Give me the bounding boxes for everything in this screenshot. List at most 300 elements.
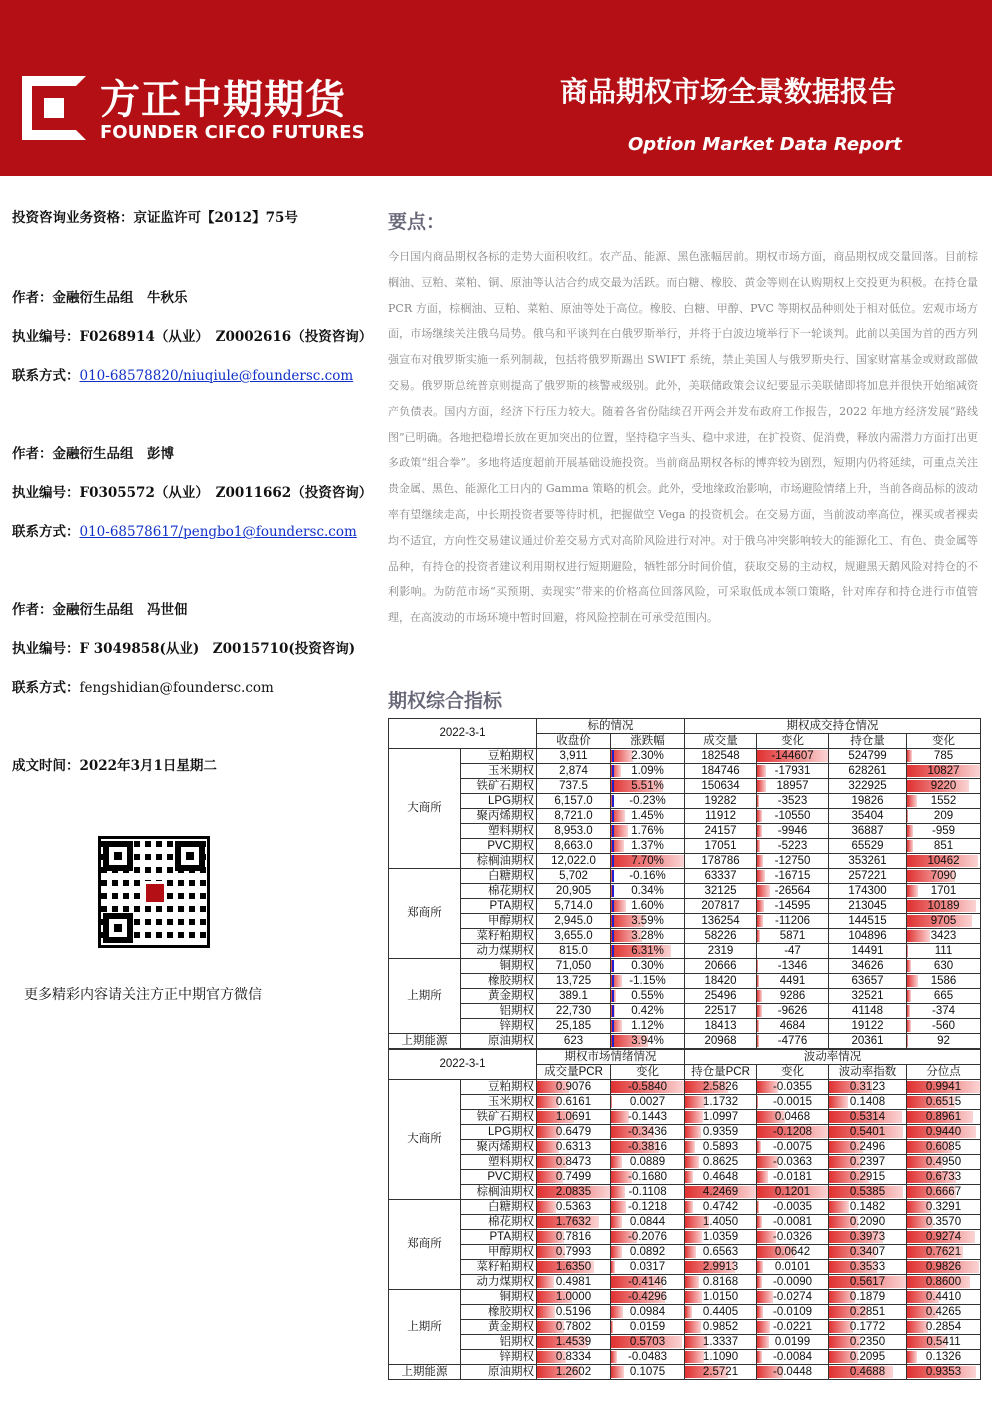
exchange-cell: 郑商所 (389, 1200, 461, 1290)
value-cell (685, 809, 757, 824)
cell-text: 1.76% (631, 824, 664, 837)
author-id: 执业编号：F0305572（从业） Z0011662（投资咨询） (12, 485, 373, 501)
cell-text: 524799 (848, 749, 887, 762)
cell-text: -0.3436 (628, 1125, 668, 1138)
value-cell (829, 1260, 907, 1275)
cell-text: 聚丙烯期权 (476, 809, 535, 822)
cell-text: 0.5196 (555, 1305, 592, 1318)
value-cell (757, 764, 829, 779)
value-cell (757, 1095, 829, 1110)
cell-text: 锌期权 (499, 1350, 535, 1363)
data-bar (829, 1096, 848, 1108)
cell-text: 0.7499 (555, 1170, 592, 1183)
cell-text: PVC期权 (487, 839, 535, 852)
data-bar (685, 1231, 702, 1243)
table-row (389, 959, 981, 974)
data-bar (757, 1216, 762, 1228)
table-row (389, 899, 981, 914)
cell-text: 19826 (851, 794, 884, 807)
cell-text: 0.3407 (849, 1245, 886, 1258)
cell-text: 1.0359 (702, 1230, 739, 1243)
value-cell (537, 899, 611, 914)
data-bar (685, 1096, 705, 1108)
value-cell (537, 959, 611, 974)
cell-text: 棉花期权 (488, 1215, 535, 1228)
value-cell (611, 974, 685, 989)
cell-text: 0.6515 (925, 1095, 962, 1108)
author-id: 执业编号：F0268914（从业） Z0002616（投资咨询） (12, 329, 373, 345)
value-cell (757, 1335, 829, 1350)
cell-text: 6.31% (631, 944, 664, 957)
value-cell (907, 1320, 981, 1335)
cell-text: 铝期权 (499, 1335, 535, 1348)
data-bar (685, 1321, 701, 1333)
cell-text: -1.15% (629, 974, 666, 987)
data-bar (907, 945, 908, 957)
cell-text: 136254 (701, 914, 740, 927)
cell-text: 785 (933, 749, 954, 762)
value-cell (537, 1140, 611, 1155)
value-cell (611, 1125, 685, 1140)
value-cell (757, 1305, 829, 1320)
cell-text: 20666 (704, 959, 737, 972)
section-key-points: 要点： (388, 211, 446, 233)
value-cell (757, 1245, 829, 1260)
data-bar (907, 990, 911, 1002)
value-cell (537, 944, 611, 959)
table-row (389, 914, 981, 929)
cell-text: 0.2915 (849, 1170, 886, 1183)
table-group-header: 标的情况 (537, 719, 685, 734)
cell-text: 1.0691 (555, 1110, 592, 1123)
axis-marker (612, 1005, 614, 1017)
data-bar (757, 1336, 769, 1348)
table-row (389, 929, 981, 944)
table-date-header: 2022-3-1 (389, 1050, 537, 1080)
cell-text: -0.2076 (628, 1230, 668, 1243)
value-cell (757, 749, 829, 764)
value-cell (757, 1110, 829, 1125)
table-sentiment-volatility (388, 1049, 981, 1380)
cell-text: 14491 (851, 944, 884, 957)
cell-text: 92 (937, 1034, 950, 1047)
data-bar (757, 900, 764, 912)
axis-marker (612, 795, 614, 807)
option-name-cell (461, 1019, 537, 1034)
contact-email-link[interactable]: 010-68578617/pengbo1@foundersc.com (79, 524, 357, 540)
column-header: 收盘价 (537, 734, 611, 749)
value-cell (685, 1095, 757, 1110)
option-name-cell (461, 1245, 537, 1260)
value-cell (685, 839, 757, 854)
table-row (389, 1245, 981, 1260)
value-cell (829, 1335, 907, 1350)
cell-text: 玉米期权 (488, 764, 535, 777)
option-name-cell (461, 1350, 537, 1365)
value-cell (537, 794, 611, 809)
value-cell (537, 779, 611, 794)
column-header: 涨跌幅 (611, 734, 685, 749)
data-bar (907, 930, 930, 942)
value-cell (537, 1125, 611, 1140)
axis-marker (612, 945, 614, 957)
value-cell (685, 779, 757, 794)
table-row (389, 839, 981, 854)
cell-text: 0.5411 (926, 1335, 961, 1348)
value-cell (611, 779, 685, 794)
value-cell (907, 929, 981, 944)
option-name-cell (461, 854, 537, 869)
value-cell (685, 1320, 757, 1335)
cell-text: 2.9913 (702, 1260, 739, 1273)
option-name-cell (461, 974, 537, 989)
value-cell (537, 1335, 611, 1350)
data-bar (757, 1005, 762, 1017)
option-name-cell (461, 1125, 537, 1140)
data-bar (757, 795, 759, 807)
cell-text: 0.9941 (925, 1080, 962, 1093)
value-cell (537, 1155, 611, 1170)
value-cell (685, 1019, 757, 1034)
cell-text: 2319 (707, 944, 734, 957)
data-bar (611, 1201, 626, 1213)
table-row (389, 869, 981, 884)
option-name-cell (461, 794, 537, 809)
value-cell (537, 869, 611, 884)
cell-text: 0.6563 (702, 1245, 739, 1258)
cell-text: 甲醇期权 (488, 1245, 535, 1258)
cell-text: 1.1090 (702, 1350, 739, 1363)
cell-text: 0.0317 (629, 1260, 666, 1273)
cell-text: LPG期权 (488, 794, 535, 807)
cell-text: 1.6350 (555, 1260, 592, 1273)
table-row (389, 1095, 981, 1110)
option-name-cell (461, 944, 537, 959)
option-name-cell (461, 1034, 537, 1049)
value-cell (611, 1305, 685, 1320)
value-cell (907, 1080, 981, 1095)
data-bar (685, 1111, 703, 1123)
cell-text: 塑料期权 (488, 1155, 535, 1168)
cell-text: 0.3973 (849, 1230, 886, 1243)
value-cell (685, 764, 757, 779)
cell-text: 0.42% (631, 1004, 664, 1017)
axis-marker (612, 1020, 614, 1032)
value-cell (829, 1185, 907, 1200)
author-contact (12, 364, 353, 384)
exchange-cell: 大商所 (389, 1080, 461, 1200)
contact-email-link[interactable]: 010-68578820/niuqiule@foundersc.com (79, 368, 354, 384)
option-name-cell (461, 1290, 537, 1305)
value-cell (757, 1019, 829, 1034)
cell-text: 207817 (701, 899, 740, 912)
cell-text: -0.1680 (628, 1170, 668, 1183)
cell-text: -0.0109 (773, 1305, 813, 1318)
value-cell (757, 1215, 829, 1230)
value-cell (611, 1185, 685, 1200)
data-bar (611, 1111, 629, 1123)
cell-text: 4.2469 (702, 1185, 739, 1198)
cell-text: 1.3337 (702, 1335, 739, 1348)
cell-text: 0.8473 (555, 1155, 592, 1168)
data-bar (757, 1201, 759, 1213)
option-name-cell (461, 1335, 537, 1350)
cell-text: -959 (932, 824, 956, 837)
value-cell (537, 1290, 611, 1305)
cell-text: 0.1879 (849, 1290, 886, 1303)
data-bar (685, 1171, 693, 1183)
value-cell (907, 1140, 981, 1155)
value-cell (685, 1260, 757, 1275)
data-bar (685, 1246, 696, 1258)
data-bar (685, 1306, 692, 1318)
value-cell (757, 794, 829, 809)
value-cell (757, 1200, 829, 1215)
cell-text: 棕榈油期权 (476, 1185, 535, 1198)
value-cell (757, 974, 829, 989)
cell-text: 0.3291 (925, 1200, 962, 1213)
cell-text: 12,022.0 (551, 854, 596, 867)
cell-text: 65529 (851, 839, 884, 852)
data-bar (611, 1156, 622, 1168)
value-cell (685, 1245, 757, 1260)
cell-text: 3,911 (559, 749, 588, 762)
data-bar (907, 975, 918, 987)
cell-text: 178786 (701, 854, 740, 867)
cell-text: 630 (933, 959, 954, 972)
axis-marker (612, 1035, 614, 1047)
data-bar (611, 1186, 625, 1198)
cell-text: 0.0892 (629, 1245, 666, 1258)
value-cell (829, 764, 907, 779)
value-cell (685, 1170, 757, 1185)
cell-text: 1.09% (631, 764, 664, 777)
value-cell (611, 854, 685, 869)
value-cell (611, 809, 685, 824)
cell-text: 塑料期权 (488, 824, 535, 837)
table-row (389, 779, 981, 794)
table-row (389, 1365, 981, 1380)
cell-text: 150634 (701, 779, 740, 792)
cell-text: 1.0000 (555, 1290, 592, 1303)
cell-text: 32521 (851, 989, 884, 1002)
cell-text: 0.2854 (925, 1320, 962, 1333)
cell-text: 9220 (930, 779, 957, 792)
value-cell (611, 1215, 685, 1230)
cell-text: 111 (934, 944, 953, 957)
report-title: 商品期权市场全景数据报告 (560, 75, 897, 108)
cell-text: -0.0355 (773, 1080, 813, 1093)
value-cell (685, 1110, 757, 1125)
cell-text: 104896 (848, 929, 887, 942)
option-name-cell (461, 929, 537, 944)
option-name-cell (461, 1170, 537, 1185)
cell-text: 10189 (927, 899, 960, 912)
cell-text: 0.1772 (849, 1320, 886, 1333)
value-cell (829, 929, 907, 944)
cell-text: 0.5385 (849, 1185, 886, 1198)
value-cell (907, 764, 981, 779)
cell-text: 0.7621 (925, 1245, 962, 1258)
cell-text: 铝期权 (499, 1004, 535, 1017)
cell-text: 0.4742 (702, 1200, 739, 1213)
value-cell (685, 1290, 757, 1305)
data-bar (757, 855, 763, 867)
cell-text: 737.5 (559, 779, 588, 792)
value-cell (829, 749, 907, 764)
table-row (389, 1335, 981, 1350)
value-cell (611, 794, 685, 809)
cell-text: 0.2095 (849, 1350, 886, 1363)
value-cell (757, 809, 829, 824)
column-header: 波动率指数 (829, 1065, 907, 1080)
value-cell (757, 959, 829, 974)
data-bar (537, 1276, 554, 1288)
cell-text: 棕榈油期权 (476, 854, 535, 867)
cell-text: 20,905 (555, 884, 592, 897)
value-cell (757, 1004, 829, 1019)
exchange-cell: 上期所 (389, 959, 461, 1034)
cell-text: 0.6479 (555, 1125, 592, 1138)
cell-text: 橡胶期权 (488, 974, 535, 987)
cell-text: 0.0027 (629, 1095, 666, 1108)
cell-text: 0.8334 (555, 1350, 592, 1363)
cell-text: 甲醇期权 (488, 914, 535, 927)
cell-text: 3.94% (631, 1034, 664, 1047)
option-name-cell (461, 1260, 537, 1275)
cell-text: 0.0984 (629, 1305, 666, 1318)
cell-text: 0.5401 (849, 1125, 886, 1138)
data-bar (907, 1020, 911, 1032)
cell-text: 7090 (930, 869, 957, 882)
cell-text: -0.0326 (773, 1230, 813, 1243)
value-cell (757, 1185, 829, 1200)
cell-text: 黄金期权 (488, 1320, 535, 1333)
data-bar (757, 1306, 763, 1318)
brand-name-en: FOUNDER CIFCO FUTURES (100, 122, 365, 143)
cell-text: -0.0363 (773, 1155, 813, 1168)
value-cell (537, 1004, 611, 1019)
cell-text: 0.30% (631, 959, 664, 972)
value-cell (611, 1155, 685, 1170)
value-cell (611, 959, 685, 974)
cell-text: 0.2851 (849, 1305, 886, 1318)
cell-text: 0.5617 (849, 1275, 886, 1288)
value-cell (757, 989, 829, 1004)
table-row (389, 749, 981, 764)
option-name-cell (461, 749, 537, 764)
data-bar (757, 1351, 762, 1363)
table-row (389, 1034, 981, 1049)
value-cell (907, 1110, 981, 1125)
value-cell (907, 869, 981, 884)
value-cell (757, 884, 829, 899)
value-cell (685, 1004, 757, 1019)
cell-text: 黄金期权 (488, 989, 535, 1002)
report-header (0, 0, 992, 176)
data-bar (829, 1201, 849, 1213)
data-bar (907, 750, 912, 762)
value-cell (611, 929, 685, 944)
cell-text: -3523 (777, 794, 808, 807)
value-cell (829, 1305, 907, 1320)
cell-text: 0.2496 (849, 1140, 886, 1153)
value-cell (685, 1140, 757, 1155)
exchange-cell: 上期能源 (389, 1034, 461, 1049)
cell-text: 182548 (701, 749, 740, 762)
axis-marker (612, 825, 614, 837)
cell-text: 1.45% (631, 809, 664, 822)
value-cell (537, 1245, 611, 1260)
value-cell (907, 794, 981, 809)
data-bar (757, 1096, 758, 1108)
section-option-indicators: 期权综合指标 (388, 690, 503, 712)
value-cell (907, 1185, 981, 1200)
option-name-cell (461, 1275, 537, 1290)
cell-text: 0.4405 (702, 1305, 739, 1318)
table-row (389, 1170, 981, 1185)
value-cell (611, 839, 685, 854)
value-cell (907, 839, 981, 854)
cell-text: 豆粕期权 (488, 1080, 535, 1093)
value-cell (757, 854, 829, 869)
cell-text: 3.59% (631, 914, 664, 927)
table-row (389, 1004, 981, 1019)
value-cell (829, 1019, 907, 1034)
value-cell (757, 1275, 829, 1290)
cell-text: 0.6085 (925, 1140, 962, 1153)
value-cell (685, 1080, 757, 1095)
value-cell (907, 959, 981, 974)
table-row (389, 884, 981, 899)
table-row (389, 974, 981, 989)
option-name-cell (461, 1095, 537, 1110)
value-cell (685, 1275, 757, 1290)
cell-text: 0.1075 (629, 1365, 666, 1378)
cell-text: 19122 (851, 1019, 884, 1032)
value-cell (611, 1230, 685, 1245)
value-cell (685, 1155, 757, 1170)
table-row (389, 1080, 981, 1095)
cell-text: 184746 (701, 764, 740, 777)
value-cell (611, 989, 685, 1004)
cell-text: 0.0101 (774, 1260, 811, 1273)
value-cell (907, 1365, 981, 1380)
cell-text: 11912 (704, 809, 737, 822)
data-bar (611, 750, 633, 762)
option-name-cell (461, 1110, 537, 1125)
data-bar (907, 885, 918, 897)
axis-marker (612, 765, 614, 777)
option-name-cell (461, 824, 537, 839)
cell-text: -14595 (774, 899, 811, 912)
contact-label: 联系方式： (12, 680, 80, 696)
value-cell (829, 794, 907, 809)
table-row (389, 1019, 981, 1034)
author-contact (12, 520, 357, 540)
data-bar (685, 1141, 695, 1153)
value-cell (757, 944, 829, 959)
value-cell (907, 854, 981, 869)
cell-text: 2.5721 (702, 1365, 739, 1378)
value-cell (537, 839, 611, 854)
table-row (389, 1305, 981, 1320)
value-cell (757, 1320, 829, 1335)
cell-text: 0.0889 (629, 1155, 666, 1168)
cell-text: -47 (784, 944, 801, 957)
data-bar (685, 1126, 701, 1138)
value-cell (757, 1260, 829, 1275)
